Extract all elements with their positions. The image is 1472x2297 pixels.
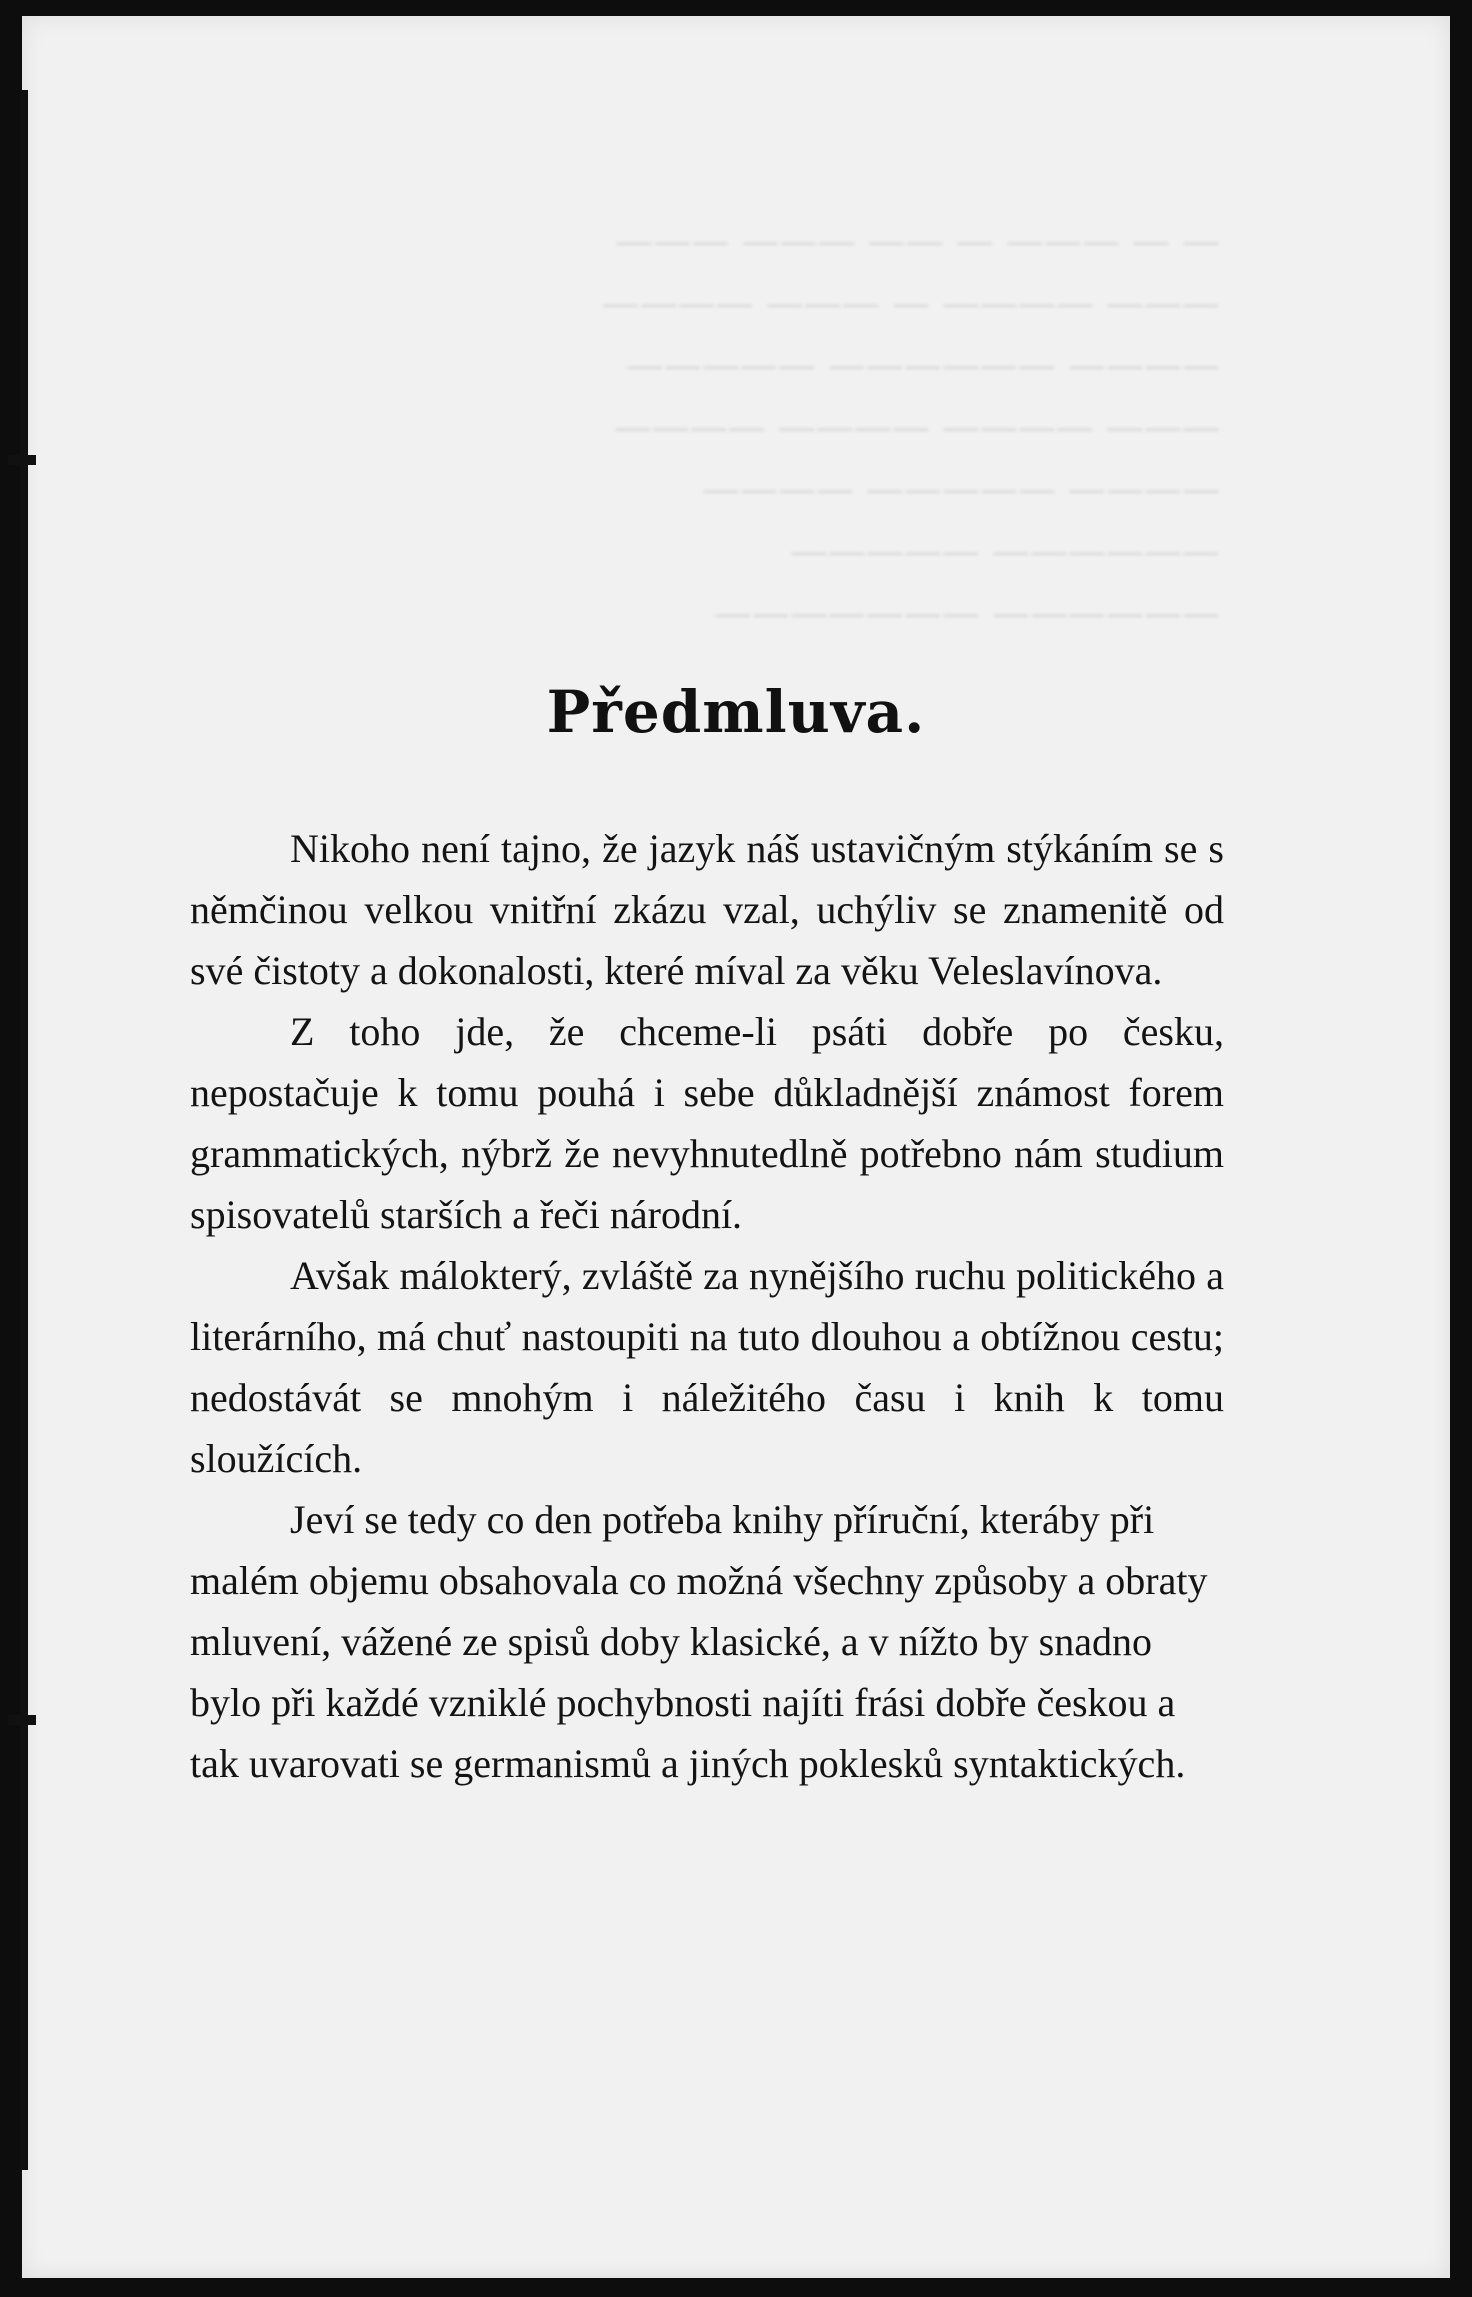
binding-mark [8, 455, 36, 465]
binding-edge [20, 90, 28, 2170]
paragraph: Jeví se tedy co den potřeba knihy příruční, kteráby při malém objemu obsahovala co možná všechny způsoby a obraty mluvení, vážené ze spisů doby klasické, a v nížto by snadno bylo při každé vzniklé pochybnosti najíti frási dobře českou a tak uvarovati se germanismů a jiných poklesků syntaktických. [190, 1497, 1208, 1786]
paragraph: Z toho jde, že chceme-li psáti dobře po česku, nepostačuje k tomu pouhá i sebe důkladnější známost forem grammatických, nýbrž že nevyhnutedlně potřebno nám studium spisovatelů starších a řeči národní. [190, 1009, 1224, 1237]
paragraph: Nikoho není tajno, že jazyk náš ustavičným stýkáním se s němčinou velkou vnitřní zkázu vzal, uchýliv se znamenitě od své čistoty a dokonalosti, které míval za věku Veleslavínova. [190, 826, 1224, 993]
paragraph: Avšak málokterý, zvláště za nynějšího ruchu politického a literárního, má chuť nastoupiti na tuto dlouhou a obtížnou cestu; nedostávát se mnohým i náležitého času i knih k tomu sloužících. [190, 1253, 1224, 1481]
bleed-through-texture: — — ——— — —— ——— ——— ——— ———— — ——— ———— ———— —————— ————— ——— ———— ———— ———— ———— ————— ———— —————— ————— —————— ——————— [601, 219, 1220, 635]
preface-body [190, 818, 1224, 1794]
binding-mark [8, 1715, 36, 1725]
page-title: Předmluva. [546, 678, 926, 746]
